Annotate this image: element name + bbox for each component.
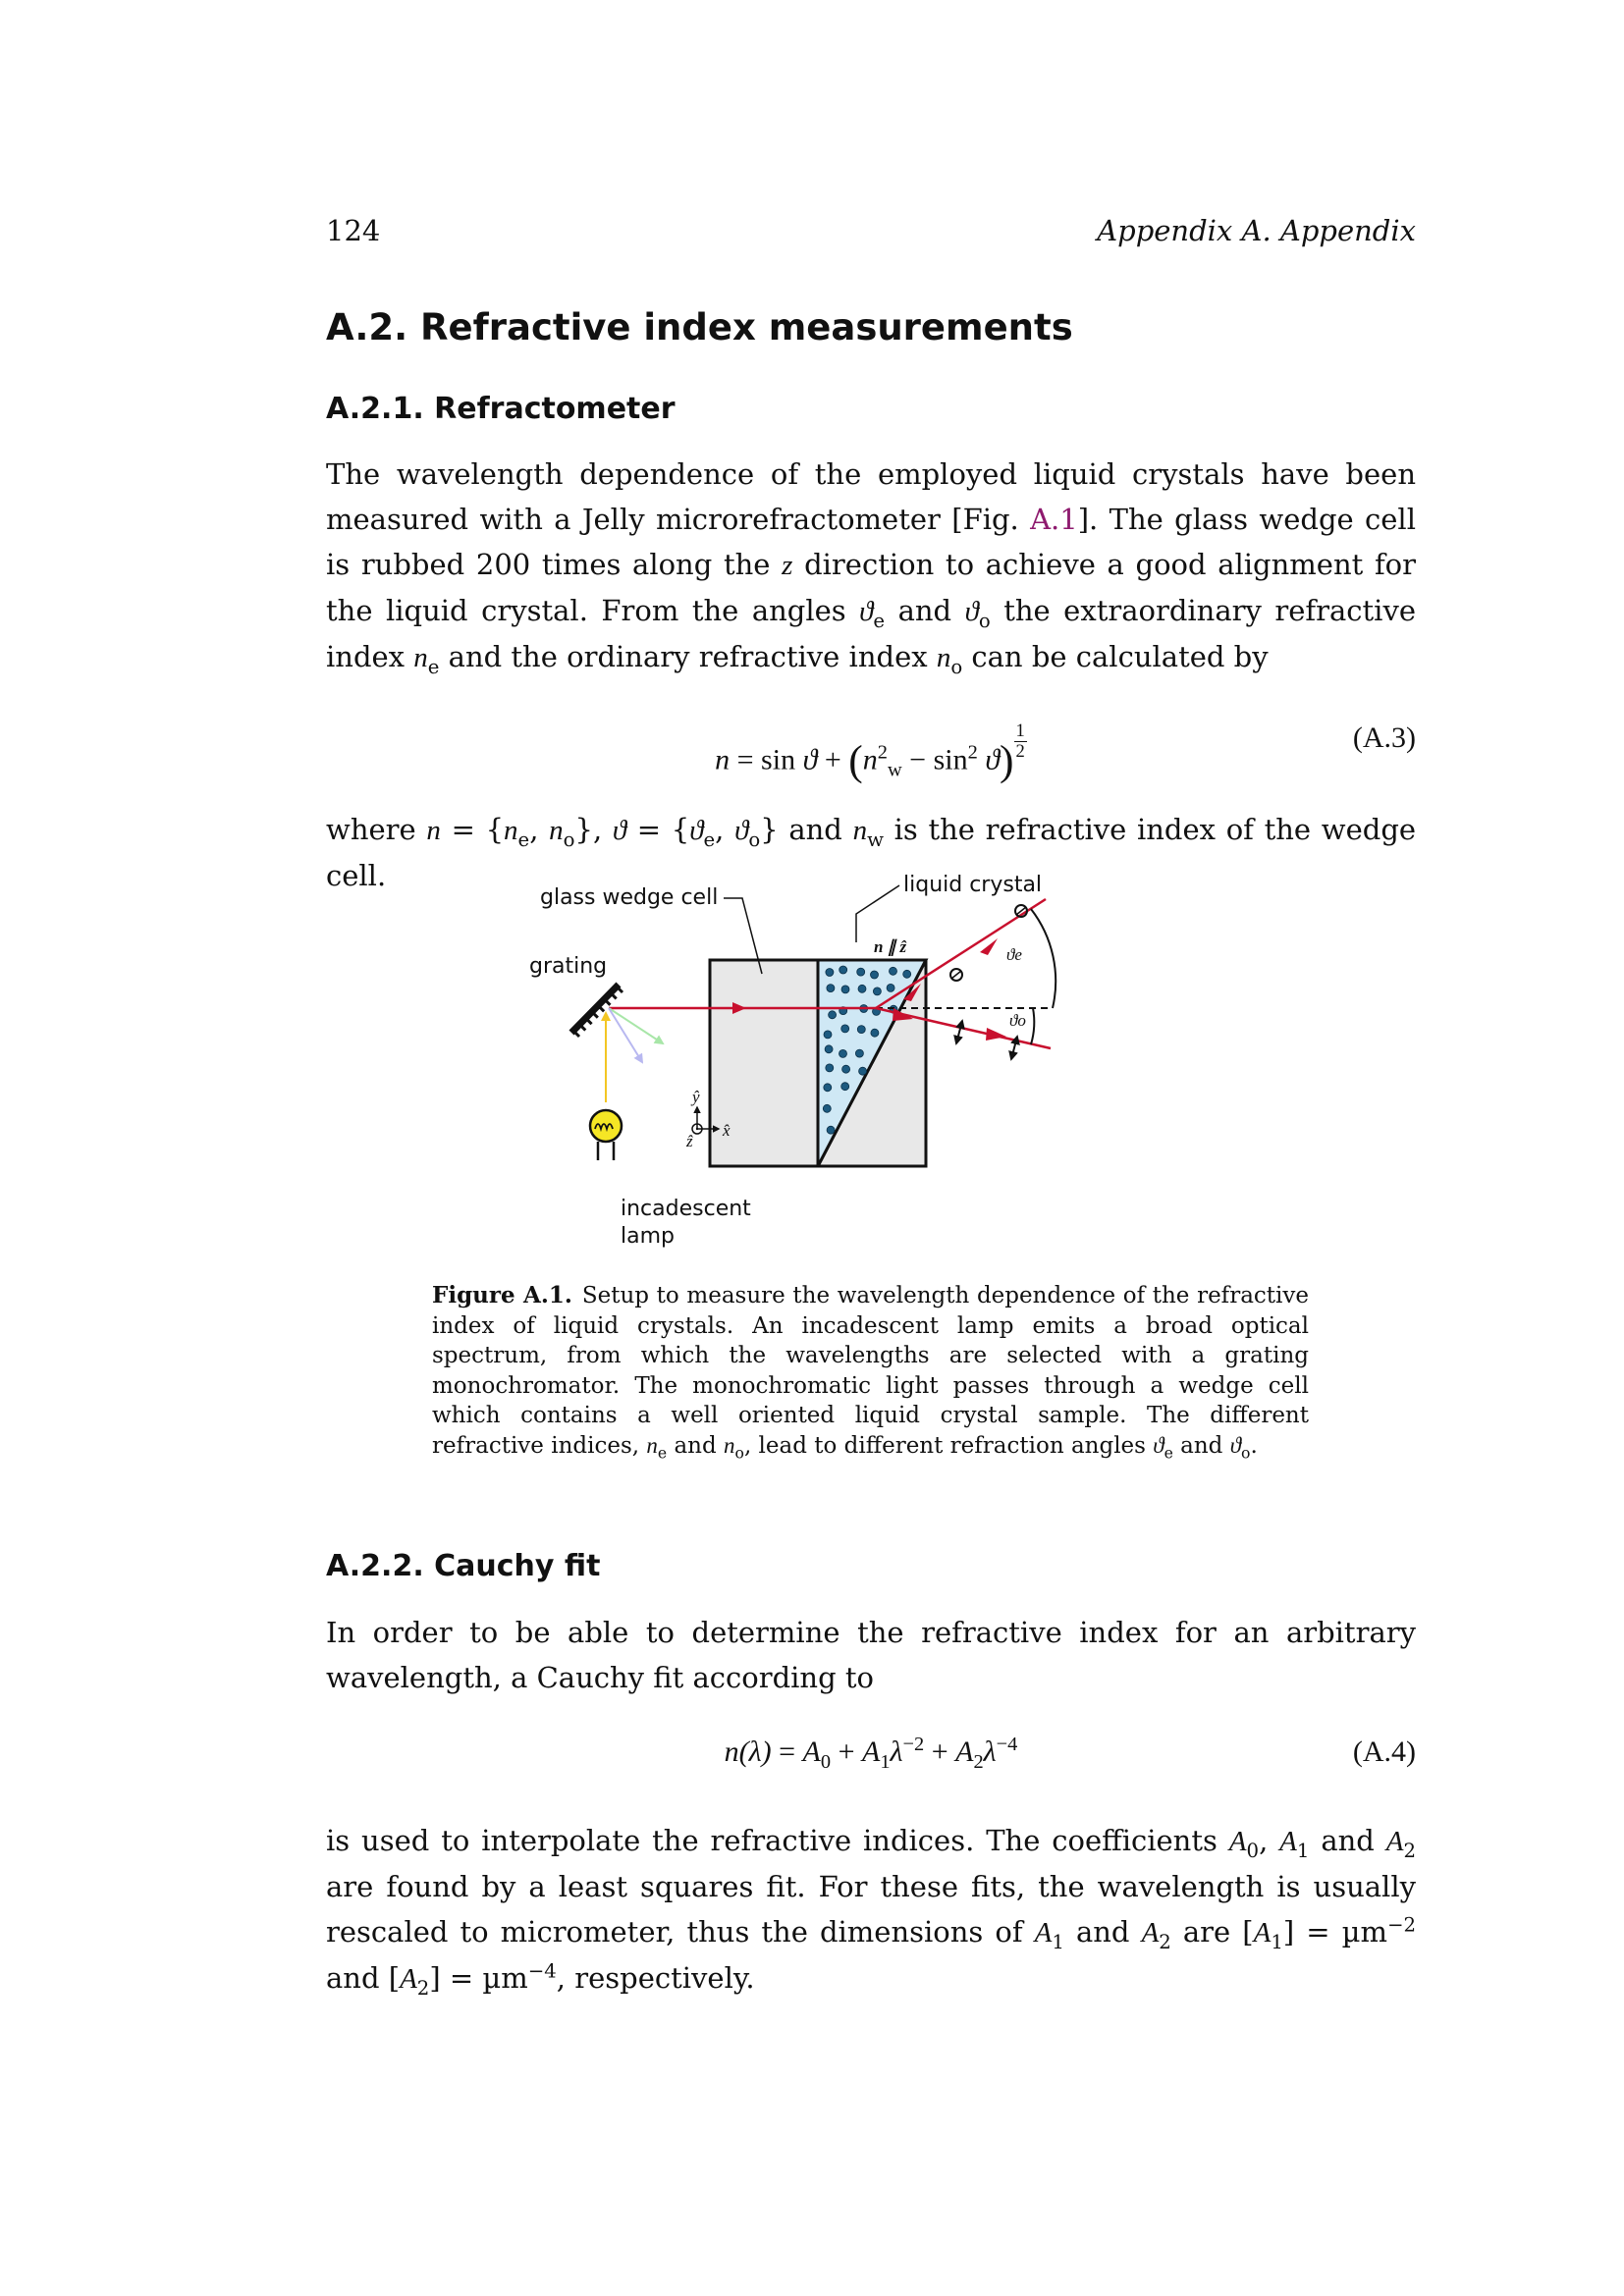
refractometer-setup-figure [511,864,1237,1266]
lc-molecule [887,984,894,991]
diffracted-ray-green [609,1008,663,1043]
grating-tooth [579,1025,585,1031]
lc-molecule [871,971,879,979]
lc-molecule [871,1029,879,1037]
equation-number: (A.4) [1352,1735,1416,1768]
leader-liquid-crystal [856,885,899,942]
theta-e-label: ϑe [1006,945,1022,964]
page-number: 124 [326,214,381,247]
grating-tooth [592,1012,598,1018]
paragraph-cauchy-coefficients: is used to interpolate the refractive indices. The coefficients $A_0$, $A_1$ and $A_2$ are found by a least squares fit. For these fits, the wavelength is usually rescaled to micrometer, thus the dimensions of $A_1$ and $A_2$ are $[A_1] = \mu m^{-2}$ and $[A_2] = \mu m^{-4}$, respectively. [326,1824,1417,2000]
incandescent-lamp [590,1110,622,1160]
paragraph-cauchy-intro: In order to be able to determine the refractive index for an arbitrary wavelength, a Cauchy fit according to [326,1616,1416,1694]
label-grating: grating [529,954,608,979]
subsection-title-cauchy-fit: A.2.2. Cauchy fit [326,1549,601,1583]
grating-tooth [611,992,617,998]
grating-tooth [598,1005,604,1011]
z-axis-label: ẑ [686,1132,693,1150]
polarization-in-plane-1 [956,1021,962,1043]
lc-molecule [858,985,866,992]
lc-molecule [857,968,865,976]
lc-molecule [890,967,897,975]
angle-arc-e [1031,909,1056,1008]
lc-molecule [824,1031,832,1039]
angle-arc-o [1031,1008,1034,1044]
paragraph-refractometer: The wavelength dependence of the employed liquid crystals have been measured with a Jelly microrefractometer [Fig. A.1]. The glass wedge cell is rubbed 200 times along the z direction to achieve a good alignment for the liquid crystal. From the angles $ϑ_e$ and $ϑ_o$ the extraordinary refractive index $n_e$ and the ordinary refractive index $n_o$ can be calculated by [326,457,1417,678]
lc-molecule [824,1084,832,1092]
equation-a4 [326,1735,1416,1794]
equation-a3 [326,721,1416,784]
y-axis-label: ŷ [692,1088,700,1106]
lc-molecule [825,1045,833,1053]
lc-molecule [823,1104,831,1112]
label-liquid-crystal: liquid crystal [903,873,1043,897]
lc-molecule [841,986,849,993]
lc-molecule [841,1025,849,1033]
paragraph-definitions: where $n = \{n_e$, $n_o$}, $ϑ = \{ϑ_e$, $ϑ_o$} and $n_w$ is the refractive index of the wedge cell. [326,813,1417,892]
grating-tooth [573,1031,579,1037]
subsection-title-refractometer: A.2.1. Refractometer [326,392,676,426]
lc-molecule [839,1049,847,1057]
label-lamp: lamp [621,1224,675,1249]
equation-a3-body: $n = \sin ϑ + (n^2_w - \sin^2 ϑ)$ $\frac{1}{2}$ [715,721,1025,784]
lc-molecule [841,1083,849,1091]
lc-molecule [857,1026,865,1034]
lc-molecule [827,1126,835,1134]
lc-molecule [826,1064,834,1072]
grating-tooth [617,987,623,992]
figure-reference-link[interactable]: A.1 [1030,503,1078,536]
lc-molecule [873,988,881,995]
lc-molecule [855,1049,863,1057]
x-axis-label: x̂ [723,1121,731,1140]
lc-molecule [827,985,835,992]
diffracted-ray-blue [609,1008,642,1062]
grating-tooth [586,1018,592,1024]
polarization-out-of-plane-1 [950,969,962,981]
lc-molecule [826,969,834,977]
label-glass-wedge-cell: glass wedge cell [540,885,719,910]
grating [571,985,623,1037]
lc-molecule [859,1067,867,1075]
grating-tooth [604,999,610,1005]
theta-o-label: ϑo [1009,1011,1026,1030]
label-incadescent: incadescent [621,1197,751,1221]
equation-number: (A.3) [1352,721,1416,754]
running-head [326,214,1416,253]
lc-molecule [829,1011,837,1019]
section-title: A.2. Refractive index measurements [326,306,1073,348]
lc-molecule [903,970,911,978]
label-director-parallel-z: n ∥ ẑ [874,937,907,956]
equation-a4-body: $n(\lambda) = A_0 + A_1\lambda^{-2} + A_2\lambda^{-4}$ [724,1734,1018,1773]
lc-molecule [839,966,847,974]
figure-caption-label: Figure A.1. [432,1282,572,1308]
lc-molecule [842,1065,850,1073]
chapter-title: Appendix A. Appendix [1097,214,1416,247]
figure-caption: Figure A.1. Setup to measure the wavelength dependence of the refractive index of liquid crystals. An incadescent lamp emits a broad optical spectrum, from which the wavelengths are selected with a grating monochromator. The monochromatic light passes through a wedge cell which contains a well oriented liquid crystal sample. The different refractive indices, $n_e$ and $n_o$, lead to different refraction angles $ϑ_e$ and $ϑ_o$. [432,1282,1309,1463]
